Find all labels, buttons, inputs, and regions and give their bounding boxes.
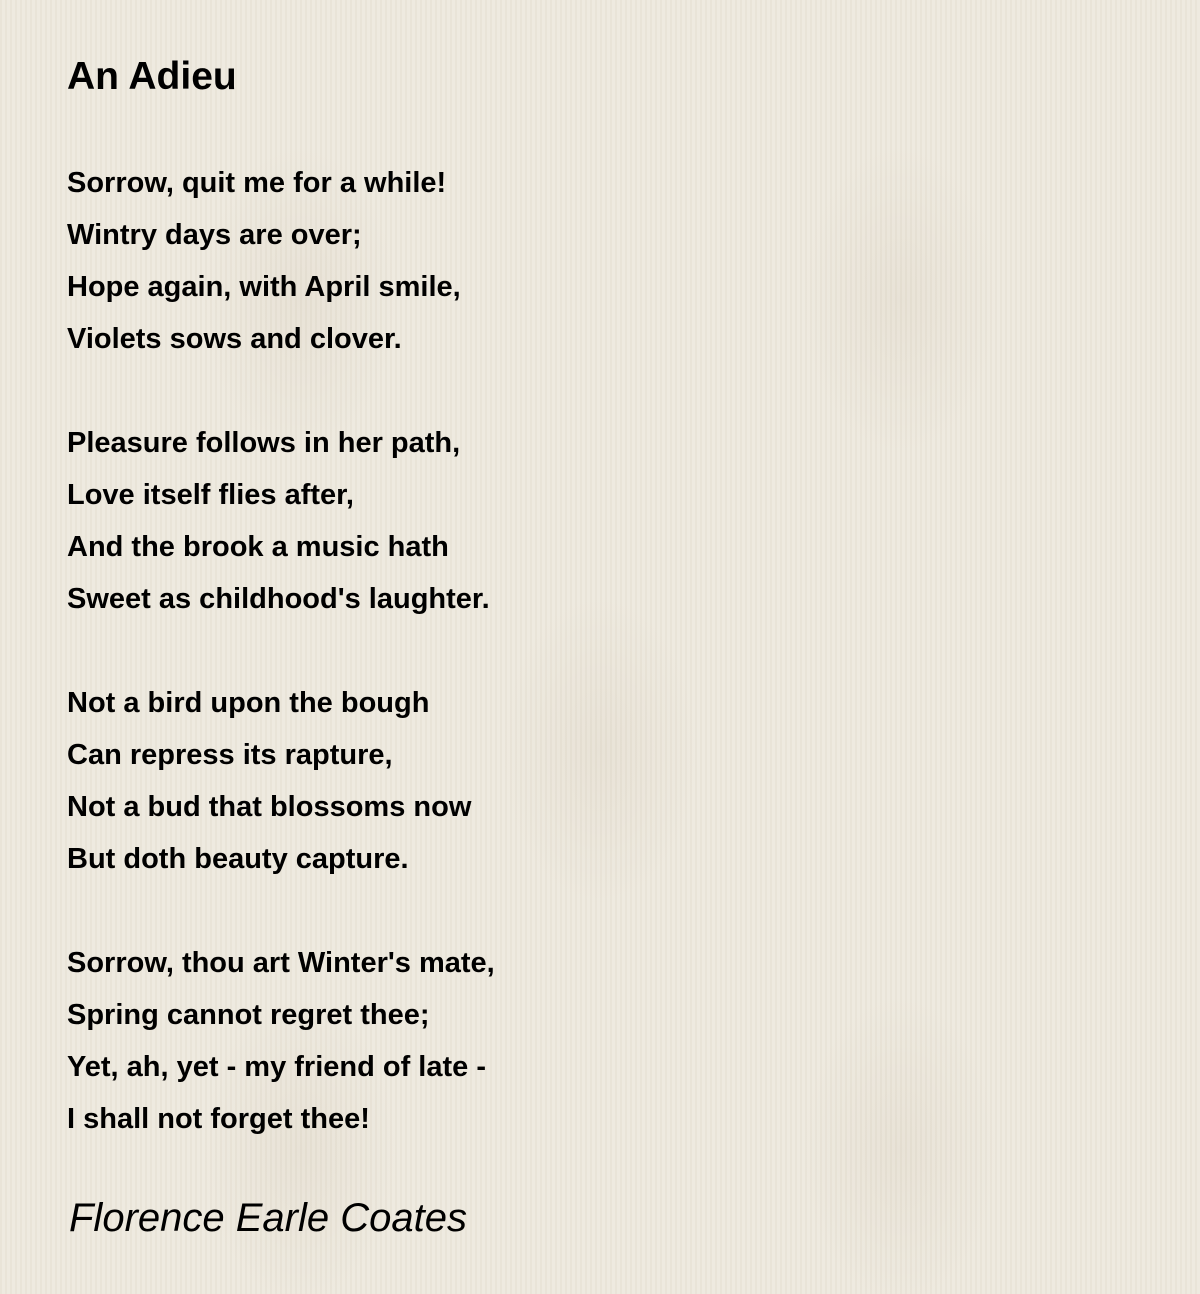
poem-line: Love itself flies after, (67, 479, 354, 511)
poem-line: Sweet as childhood's laughter. (67, 583, 490, 615)
stanza (67, 937, 495, 1145)
poem-line: Spring cannot regret thee; (67, 999, 430, 1031)
stanza (67, 677, 495, 885)
stanza (67, 157, 495, 365)
poem-author: Florence Earle Coates (69, 1196, 467, 1240)
poem-line: And the brook a music hath (67, 531, 449, 563)
poem-line: Not a bird upon the bough (67, 687, 430, 719)
poem-line: Wintry days are over; (67, 219, 362, 251)
stanza (67, 417, 495, 625)
poem-title: An Adieu (67, 55, 237, 98)
poem-line: Sorrow, quit me for a while! (67, 167, 447, 199)
poem-line: Not a bud that blossoms now (67, 791, 472, 823)
poem-line: Hope again, with April smile, (67, 271, 461, 303)
poem-line: But doth beauty capture. (67, 843, 409, 875)
poem-line: Pleasure follows in her path, (67, 427, 461, 459)
poem-line: Sorrow, thou art Winter's mate, (67, 947, 495, 979)
poem-line: I shall not forget thee! (67, 1103, 370, 1135)
poem-line: Can repress its rapture, (67, 739, 393, 771)
poem-line: Yet, ah, yet - my friend of late - (67, 1051, 486, 1083)
poem-body (67, 157, 495, 1197)
poem-line: Violets sows and clover. (67, 323, 402, 355)
